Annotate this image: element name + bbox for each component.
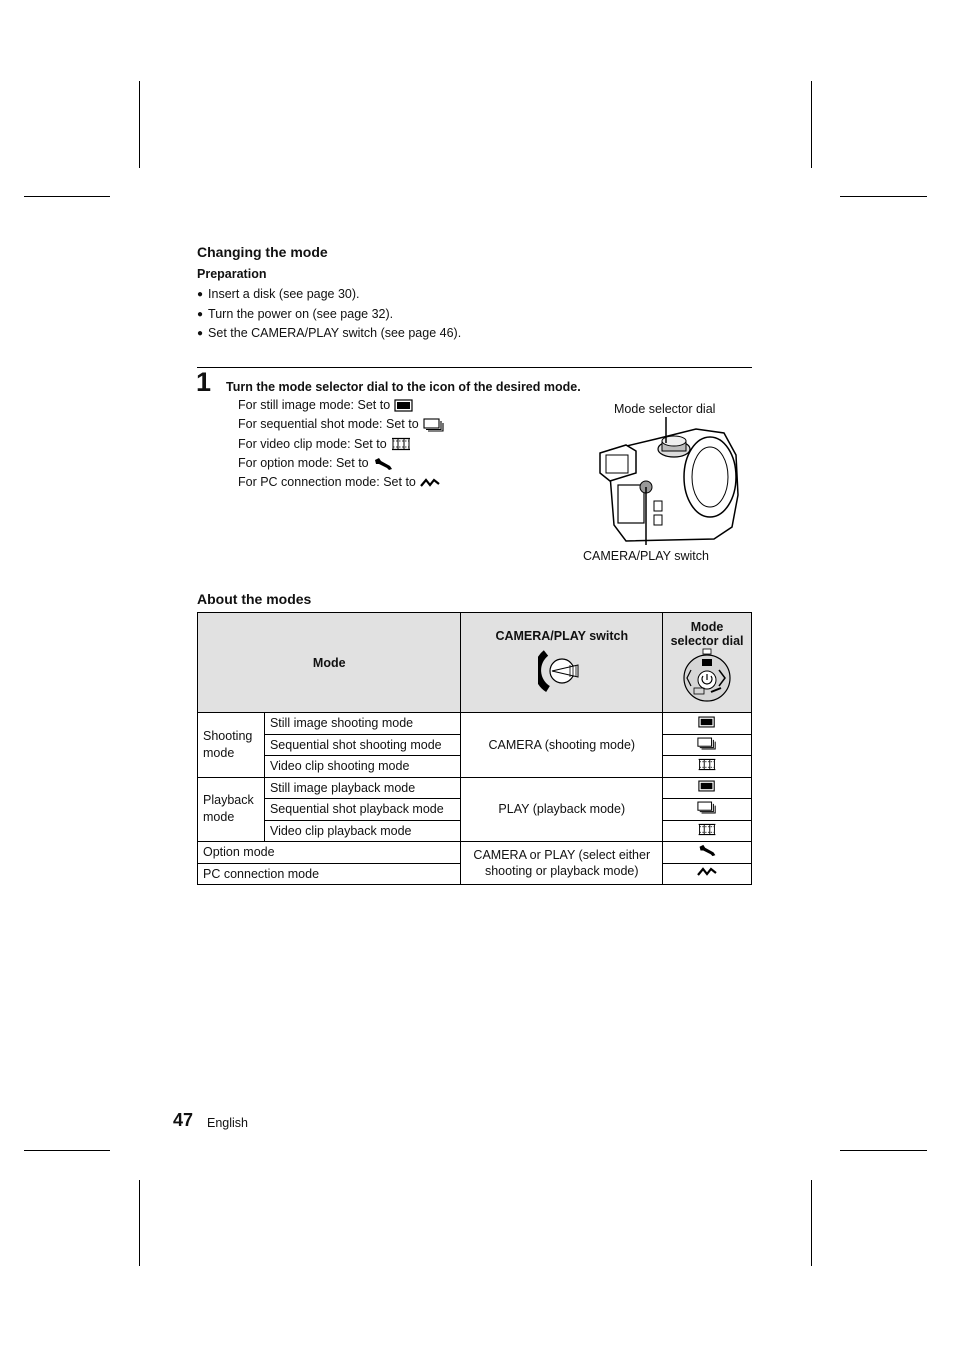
sequential-shot-icon	[663, 799, 752, 821]
table-cell: Still image playback mode	[264, 777, 461, 799]
option-pc-switch-cell: CAMERA or PLAY (select either shooting or playback mode)	[461, 842, 663, 885]
step-instruction: Turn the mode selector dial to the icon of the desired mode.	[226, 380, 581, 394]
pc-connection-icon	[420, 477, 440, 489]
table-cell: Sequential shot shooting mode	[264, 734, 461, 756]
still-image-icon	[394, 399, 414, 412]
still-image-icon	[663, 713, 752, 735]
crop-mark	[840, 1150, 927, 1151]
list-item: For still image mode: Set to	[238, 396, 445, 415]
video-clip-icon	[391, 437, 411, 451]
list-item: For option mode: Set to	[238, 454, 445, 473]
preparation-list	[197, 285, 461, 344]
list-item: ● Insert a disk (see page 30).	[197, 285, 461, 305]
page-language: English	[207, 1116, 248, 1130]
crop-mark	[840, 196, 927, 197]
section-title: Changing the mode	[197, 244, 328, 260]
list-item: ● Set the CAMERA/PLAY switch (see page 46).	[197, 324, 461, 344]
still-image-icon	[663, 777, 752, 799]
table-cell: Video clip shooting mode	[264, 756, 461, 778]
step-number: 1	[196, 367, 212, 397]
camera-illustration	[596, 415, 746, 545]
header-switch: CAMERA/PLAY switch	[461, 613, 663, 713]
list-item: For video clip mode: Set to	[238, 435, 445, 454]
video-clip-icon	[663, 756, 752, 778]
header-mode: Mode	[198, 613, 461, 713]
crop-mark	[139, 1180, 140, 1266]
header-dial: Mode selector dial	[663, 613, 752, 713]
pc-connection-mode-cell: PC connection mode	[198, 863, 461, 885]
mode-selector-dial-icon	[681, 648, 733, 702]
sequential-shot-icon	[663, 734, 752, 756]
crop-mark	[139, 81, 140, 168]
table-cell: Video clip playback mode	[264, 820, 461, 842]
shooting-mode-group: Shooting mode	[198, 713, 265, 778]
preparation-heading: Preparation	[197, 267, 267, 281]
shooting-switch-cell: CAMERA (shooting mode)	[461, 713, 663, 778]
camera-play-switch-label: CAMERA/PLAY switch	[583, 549, 709, 563]
list-item: For sequential shot mode: Set to	[238, 415, 445, 434]
wrench-icon	[373, 457, 393, 471]
about-title: About the modes	[197, 591, 312, 607]
pc-connection-icon	[663, 863, 752, 885]
table-cell: Still image shooting mode	[264, 713, 461, 735]
list-item: ● Turn the power on (see page 32).	[197, 305, 461, 325]
mode-selector-dial-label: Mode selector dial	[614, 402, 716, 416]
mode-instructions	[238, 396, 445, 492]
crop-mark	[811, 1180, 812, 1266]
option-mode-cell: Option mode	[198, 842, 461, 864]
video-clip-icon	[663, 820, 752, 842]
table-cell: Sequential shot playback mode	[264, 799, 461, 821]
crop-mark	[24, 1150, 110, 1151]
crop-mark	[24, 196, 110, 197]
crop-mark	[811, 81, 812, 168]
playback-mode-group: Playback mode	[198, 777, 265, 842]
sequential-shot-icon	[423, 418, 445, 432]
wrench-icon	[663, 842, 752, 864]
page-number: 47	[173, 1110, 194, 1130]
playback-switch-cell: PLAY (playback mode)	[461, 777, 663, 842]
camera-play-switch-icon	[538, 649, 586, 693]
modes-table	[197, 612, 752, 885]
list-item: For PC connection mode: Set to	[238, 473, 445, 492]
divider	[197, 367, 752, 368]
